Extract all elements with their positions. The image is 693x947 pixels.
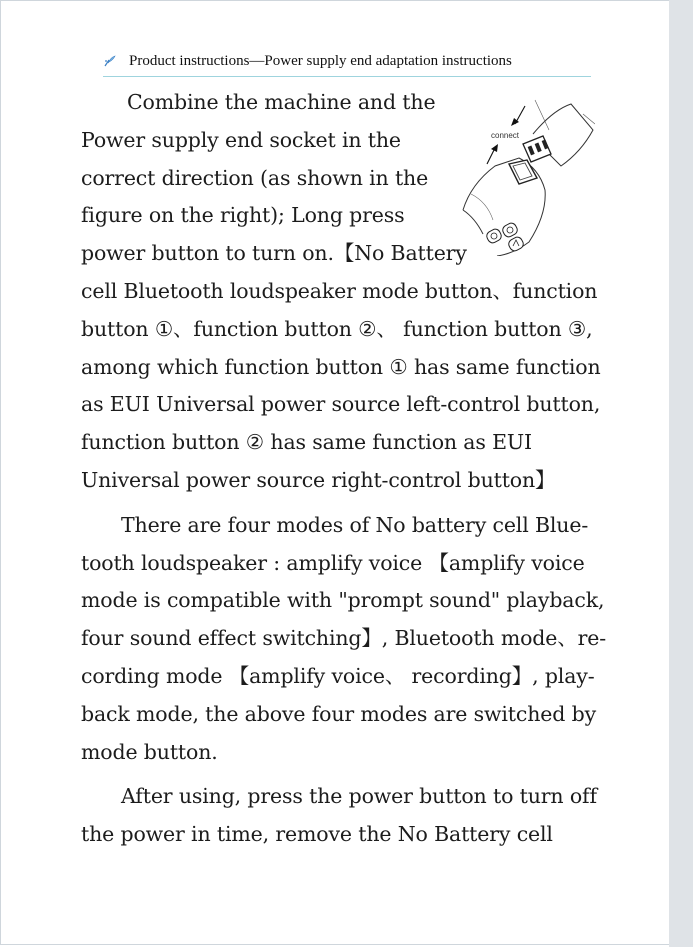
text-line: tooth loudspeaker : amplify voice 【amplify voice [81, 550, 585, 575]
text-line: Combine the machine and the [127, 90, 436, 114]
scrollbar[interactable] [669, 0, 693, 947]
connection-diagram [453, 94, 595, 256]
text-line: power button to turn on.【No Battery [81, 241, 467, 266]
text-line: the power in time, remove the No Battery cell [81, 822, 553, 847]
feather-icon [103, 54, 117, 68]
function-buttons-icon [485, 221, 525, 252]
text-line: function button ② has same function as EUI [81, 430, 533, 455]
text-line: correct direction (as shown in the [81, 165, 429, 190]
text-line: back mode, the above four modes are switched by [81, 701, 596, 726]
arrow-down-icon [511, 106, 525, 126]
text-line: Universal power source right-control button】 [81, 467, 556, 492]
text-line: figure on the right); Long press [81, 203, 405, 228]
text-line: mode is compatible with "prompt sound" playback, [81, 588, 605, 613]
page-header [103, 51, 591, 77]
text-line: mode button. [81, 739, 218, 764]
text-line: cell Bluetooth loudspeaker mode button、function [81, 278, 598, 303]
text-line: Power supply end socket in the [81, 127, 401, 152]
text-line: There are four modes of No battery cell Blue- [121, 512, 589, 537]
text-line: as EUI Universal power source left-control button, [81, 392, 601, 417]
text-line: button ①、function button ②、 function button ③, [81, 316, 593, 341]
text-line: among which function button ① has same function [81, 354, 601, 379]
arrow-up-icon [487, 144, 498, 164]
text-line: After using, press the power button to turn off [121, 784, 597, 809]
header-title: Product instructions—Power supply end adaptation instructions [129, 53, 512, 69]
text-line: cording mode 【amplify voice、 recording】, play- [81, 663, 595, 688]
text-line: four sound effect switching】, Bluetooth mode、re- [81, 626, 607, 651]
connect-label: connect [491, 131, 520, 140]
